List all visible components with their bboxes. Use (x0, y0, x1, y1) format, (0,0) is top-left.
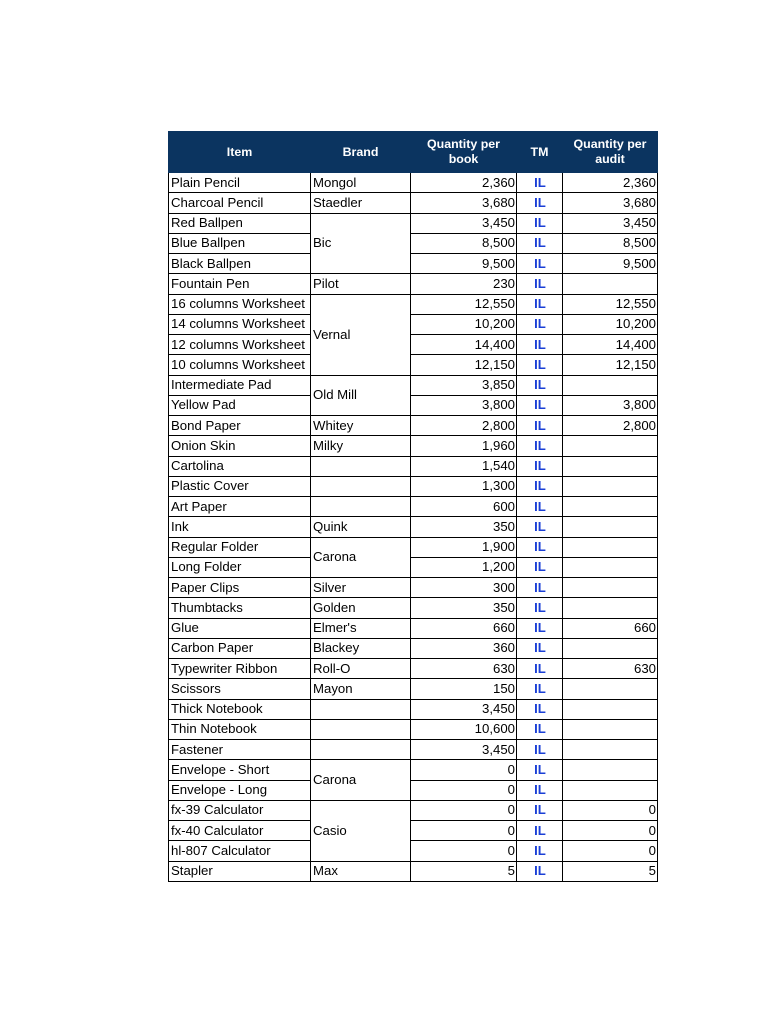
cell-quantity-per-book: 0 (411, 800, 517, 820)
cell-quantity-per-audit (563, 780, 658, 800)
cell-brand (311, 476, 411, 496)
cell-brand: Vernal (311, 294, 411, 375)
cell-quantity-per-book: 1,540 (411, 456, 517, 476)
cell-quantity-per-audit: 12,150 (563, 355, 658, 375)
cell-quantity-per-book: 230 (411, 274, 517, 294)
cell-brand (311, 740, 411, 760)
cell-item: Envelope - Long (169, 780, 311, 800)
cell-quantity-per-audit: 12,550 (563, 294, 658, 314)
cell-item: Glue (169, 618, 311, 638)
cell-brand: Old Mill (311, 375, 411, 416)
cell-brand (311, 456, 411, 476)
cell-quantity-per-book: 600 (411, 497, 517, 517)
cell-item: Plastic Cover (169, 476, 311, 496)
cell-brand: Golden (311, 598, 411, 618)
cell-brand: Casio (311, 800, 411, 861)
cell-quantity-per-book: 0 (411, 841, 517, 861)
table-row (169, 213, 658, 233)
cell-quantity-per-book: 10,200 (411, 314, 517, 334)
cell-quantity-per-audit (563, 436, 658, 456)
table-row (169, 780, 658, 800)
cell-quantity-per-audit: 0 (563, 800, 658, 820)
cell-quantity-per-book: 3,450 (411, 213, 517, 233)
cell-quantity-per-audit: 0 (563, 821, 658, 841)
table-row (169, 679, 658, 699)
cell-quantity-per-audit: 2,800 (563, 416, 658, 436)
cell-quantity-per-audit (563, 699, 658, 719)
cell-item: Intermediate Pad (169, 375, 311, 395)
cell-item: Charcoal Pencil (169, 193, 311, 213)
cell-tm: IL (517, 254, 563, 274)
cell-quantity-per-book: 0 (411, 821, 517, 841)
cell-quantity-per-book: 9,500 (411, 254, 517, 274)
table-row (169, 497, 658, 517)
cell-tm: IL (517, 355, 563, 375)
cell-tm: IL (517, 476, 563, 496)
cell-quantity-per-audit: 0 (563, 841, 658, 861)
cell-item: Fastener (169, 740, 311, 760)
cell-brand: Blackey (311, 638, 411, 658)
cell-brand: Bic (311, 213, 411, 274)
cell-item: 14 columns Worksheet (169, 314, 311, 334)
cell-quantity-per-book: 14,400 (411, 335, 517, 355)
cell-tm: IL (517, 294, 563, 314)
cell-quantity-per-audit (563, 375, 658, 395)
cell-tm: IL (517, 578, 563, 598)
cell-tm: IL (517, 416, 563, 436)
cell-brand: Mayon (311, 679, 411, 699)
cell-brand (311, 497, 411, 517)
cell-quantity-per-book: 350 (411, 598, 517, 618)
cell-item: Ink (169, 517, 311, 537)
cell-item: fx-39 Calculator (169, 800, 311, 820)
column-header-tm: TM (517, 132, 563, 173)
cell-quantity-per-book: 150 (411, 679, 517, 699)
table-row (169, 618, 658, 638)
cell-tm: IL (517, 598, 563, 618)
cell-brand: Staedler (311, 193, 411, 213)
cell-item: Fountain Pen (169, 274, 311, 294)
table-row (169, 841, 658, 861)
table-row (169, 395, 658, 415)
cell-item: Blue Ballpen (169, 233, 311, 253)
table-row (169, 638, 658, 658)
cell-quantity-per-book: 1,960 (411, 436, 517, 456)
table-row (169, 517, 658, 537)
cell-tm: IL (517, 537, 563, 557)
cell-tm: IL (517, 740, 563, 760)
cell-quantity-per-book: 660 (411, 618, 517, 638)
cell-item: Red Ballpen (169, 213, 311, 233)
cell-quantity-per-audit (563, 456, 658, 476)
cell-quantity-per-book: 12,150 (411, 355, 517, 375)
cell-quantity-per-book: 350 (411, 517, 517, 537)
table-row (169, 335, 658, 355)
cell-quantity-per-audit: 660 (563, 618, 658, 638)
cell-brand: Max (311, 861, 411, 881)
cell-item: Plain Pencil (169, 173, 311, 193)
cell-quantity-per-book: 630 (411, 659, 517, 679)
cell-item: 16 columns Worksheet (169, 294, 311, 314)
cell-item: Black Ballpen (169, 254, 311, 274)
cell-quantity-per-book: 2,800 (411, 416, 517, 436)
cell-quantity-per-book: 12,550 (411, 294, 517, 314)
cell-brand: Carona (311, 760, 411, 801)
cell-tm: IL (517, 274, 563, 294)
cell-item: Onion Skin (169, 436, 311, 456)
cell-item: Scissors (169, 679, 311, 699)
cell-tm: IL (517, 719, 563, 739)
column-header-quantity-per-book: Quantity per book (411, 132, 517, 173)
table-row (169, 699, 658, 719)
cell-quantity-per-audit: 14,400 (563, 335, 658, 355)
table-row (169, 355, 658, 375)
cell-quantity-per-audit (563, 598, 658, 618)
cell-tm: IL (517, 861, 563, 881)
cell-quantity-per-audit (563, 578, 658, 598)
cell-quantity-per-audit: 3,450 (563, 213, 658, 233)
cell-tm: IL (517, 436, 563, 456)
column-header-item: Item (169, 132, 311, 173)
cell-tm: IL (517, 375, 563, 395)
table-row (169, 740, 658, 760)
cell-quantity-per-book: 3,450 (411, 699, 517, 719)
table-row (169, 254, 658, 274)
inventory-table (168, 131, 658, 882)
cell-item: Regular Folder (169, 537, 311, 557)
cell-item: fx-40 Calculator (169, 821, 311, 841)
cell-quantity-per-audit (563, 497, 658, 517)
cell-quantity-per-book: 300 (411, 578, 517, 598)
cell-item: Stapler (169, 861, 311, 881)
cell-tm: IL (517, 395, 563, 415)
cell-quantity-per-book: 2,360 (411, 173, 517, 193)
cell-item: Cartolina (169, 456, 311, 476)
cell-tm: IL (517, 213, 563, 233)
cell-brand (311, 699, 411, 719)
cell-quantity-per-book: 360 (411, 638, 517, 658)
cell-brand: Mongol (311, 173, 411, 193)
table-row (169, 659, 658, 679)
table-row (169, 719, 658, 739)
table-row (169, 274, 658, 294)
cell-item: Thick Notebook (169, 699, 311, 719)
cell-tm: IL (517, 193, 563, 213)
table-row (169, 800, 658, 820)
cell-tm: IL (517, 699, 563, 719)
cell-quantity-per-book: 3,450 (411, 740, 517, 760)
table-row (169, 476, 658, 496)
cell-tm: IL (517, 760, 563, 780)
cell-item: Envelope - Short (169, 760, 311, 780)
cell-quantity-per-book: 1,200 (411, 557, 517, 577)
cell-quantity-per-audit (563, 740, 658, 760)
table-row (169, 375, 658, 395)
cell-brand: Pilot (311, 274, 411, 294)
cell-tm: IL (517, 314, 563, 334)
cell-quantity-per-audit (563, 517, 658, 537)
column-header-brand: Brand (311, 132, 411, 173)
cell-quantity-per-audit: 5 (563, 861, 658, 881)
table-row (169, 456, 658, 476)
cell-tm: IL (517, 335, 563, 355)
cell-item: Carbon Paper (169, 638, 311, 658)
table-row (169, 233, 658, 253)
cell-tm: IL (517, 679, 563, 699)
cell-quantity-per-audit: 3,680 (563, 193, 658, 213)
table-row (169, 861, 658, 881)
table-row (169, 578, 658, 598)
cell-item: Paper Clips (169, 578, 311, 598)
cell-brand: Carona (311, 537, 411, 578)
cell-quantity-per-audit: 630 (563, 659, 658, 679)
cell-quantity-per-book: 3,680 (411, 193, 517, 213)
cell-quantity-per-audit (563, 476, 658, 496)
cell-quantity-per-audit (563, 557, 658, 577)
cell-brand: Milky (311, 436, 411, 456)
cell-quantity-per-audit: 8,500 (563, 233, 658, 253)
cell-quantity-per-audit: 9,500 (563, 254, 658, 274)
cell-quantity-per-audit (563, 274, 658, 294)
cell-item: 10 columns Worksheet (169, 355, 311, 375)
cell-item: Typewriter Ribbon (169, 659, 311, 679)
cell-quantity-per-audit: 10,200 (563, 314, 658, 334)
table-row (169, 436, 658, 456)
table-row (169, 537, 658, 557)
cell-quantity-per-book: 1,900 (411, 537, 517, 557)
cell-item: hl-807 Calculator (169, 841, 311, 861)
column-header-quantity-per-audit: Quantity per audit (563, 132, 658, 173)
table-row (169, 598, 658, 618)
cell-item: Thumbtacks (169, 598, 311, 618)
cell-item: 12 columns Worksheet (169, 335, 311, 355)
cell-quantity-per-audit: 2,360 (563, 173, 658, 193)
cell-quantity-per-audit (563, 679, 658, 699)
table-row (169, 193, 658, 213)
cell-quantity-per-audit (563, 537, 658, 557)
cell-tm: IL (517, 618, 563, 638)
table-row (169, 416, 658, 436)
table-row (169, 314, 658, 334)
cell-quantity-per-book: 0 (411, 760, 517, 780)
cell-brand: Whitey (311, 416, 411, 436)
cell-tm: IL (517, 517, 563, 537)
cell-item: Bond Paper (169, 416, 311, 436)
cell-quantity-per-audit: 3,800 (563, 395, 658, 415)
cell-tm: IL (517, 821, 563, 841)
table-row (169, 557, 658, 577)
cell-brand: Silver (311, 578, 411, 598)
cell-brand: Quink (311, 517, 411, 537)
table-body (169, 173, 658, 882)
cell-brand: Roll-O (311, 659, 411, 679)
cell-item: Thin Notebook (169, 719, 311, 739)
cell-quantity-per-book: 10,600 (411, 719, 517, 739)
cell-tm: IL (517, 780, 563, 800)
cell-tm: IL (517, 233, 563, 253)
cell-tm: IL (517, 497, 563, 517)
cell-quantity-per-audit (563, 760, 658, 780)
cell-tm: IL (517, 456, 563, 476)
cell-quantity-per-book: 8,500 (411, 233, 517, 253)
cell-quantity-per-audit (563, 638, 658, 658)
cell-tm: IL (517, 638, 563, 658)
table-row (169, 821, 658, 841)
table-row (169, 760, 658, 780)
table-header (169, 132, 658, 173)
table-row (169, 173, 658, 193)
cell-quantity-per-book: 5 (411, 861, 517, 881)
cell-tm: IL (517, 800, 563, 820)
cell-tm: IL (517, 841, 563, 861)
cell-item: Art Paper (169, 497, 311, 517)
cell-quantity-per-audit (563, 719, 658, 739)
header-row (169, 132, 658, 173)
cell-tm: IL (517, 173, 563, 193)
cell-item: Long Folder (169, 557, 311, 577)
cell-tm: IL (517, 557, 563, 577)
cell-quantity-per-book: 3,800 (411, 395, 517, 415)
cell-brand: Elmer's (311, 618, 411, 638)
cell-item: Yellow Pad (169, 395, 311, 415)
table-row (169, 294, 658, 314)
cell-quantity-per-book: 3,850 (411, 375, 517, 395)
cell-tm: IL (517, 659, 563, 679)
cell-quantity-per-book: 0 (411, 780, 517, 800)
cell-quantity-per-book: 1,300 (411, 476, 517, 496)
cell-brand (311, 719, 411, 739)
